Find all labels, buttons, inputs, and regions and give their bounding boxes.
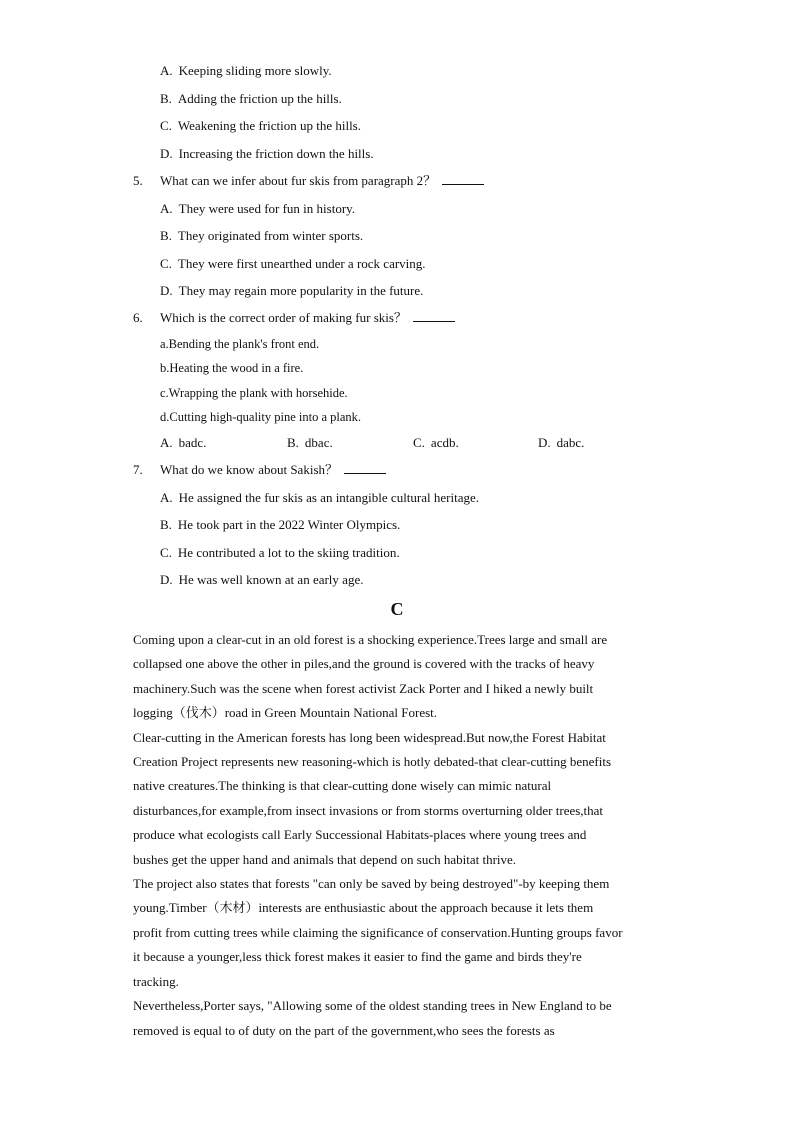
option-letter: A. xyxy=(160,490,173,505)
option-text: Increasing the friction down the hills. xyxy=(178,146,374,161)
option-text: acdb. xyxy=(430,435,459,450)
q7-option-a[interactable] xyxy=(160,490,479,506)
passage-line: The project also states that forests "can only be saved by being destroyed"-by keeping them xyxy=(133,876,610,892)
passage-line: it because a younger,less thick forest makes it easier to find the game and birds they're xyxy=(133,949,582,965)
option-text: Adding the friction up the hills. xyxy=(177,91,342,106)
option-letter: C. xyxy=(160,256,172,271)
q6-step-c: c.Wrapping the plank with horsehide. xyxy=(160,386,348,400)
q6-option-b[interactable] xyxy=(287,435,333,451)
option-letter: D. xyxy=(538,435,551,450)
option-text: They were used for fun in history. xyxy=(178,201,356,216)
option-text: Keeping sliding more slowly. xyxy=(178,63,332,78)
q6-step-a: a.Bending the plank's front end. xyxy=(160,337,320,351)
q6-number: 6. xyxy=(133,310,143,325)
passage-line: produce what ecologists call Early Successional Habitats-places where young trees and xyxy=(133,827,587,843)
answer-blank[interactable] xyxy=(413,311,455,322)
passage-line: Coming upon a clear-cut in an old forest is a shocking experience.Trees large and small are xyxy=(133,632,608,647)
option-letter: C. xyxy=(160,545,172,560)
passage-line: Clear-cutting in the American forests has long been widespread.But now,the Forest Habitat xyxy=(133,729,606,745)
passage xyxy=(133,628,673,1043)
section-title: C xyxy=(390,599,404,619)
option-letter: B. xyxy=(160,517,172,532)
question-text: Which is the correct order of making fur skis？ xyxy=(160,310,407,325)
option-letter: A. xyxy=(160,63,173,78)
q5-option-c[interactable] xyxy=(160,256,426,272)
q7-number: 7. xyxy=(133,462,143,477)
q6-step-b: b.Heating the wood in a fire. xyxy=(160,361,304,375)
passage-line: Nevertheless,Porter says, "Allowing some of the oldest standing trees in New England to be xyxy=(133,998,612,1014)
answer-blank[interactable] xyxy=(344,463,386,474)
passage-line: tracking. xyxy=(133,973,179,989)
passage-line: collapsed one above the other in piles,and the ground is covered with the tracks of heavy xyxy=(133,656,595,672)
option-text: dabc. xyxy=(556,435,585,450)
passage-line: disturbances,for example,from insect invasions or from storms overturning older trees,that xyxy=(133,802,604,818)
option-text: badc. xyxy=(178,435,207,450)
passage-line: removed is equal to of duty on the part of the government,who sees the forests as xyxy=(133,1022,555,1038)
q5-number: 5. xyxy=(133,173,143,188)
option-letter: B. xyxy=(160,91,172,106)
answer-blank[interactable] xyxy=(442,174,484,185)
option-letter: A. xyxy=(160,201,173,216)
passage-line: native creatures.The thinking is that clear-cutting done wisely can mimic natural xyxy=(133,778,552,794)
option-text: He assigned the fur skis as an intangible cultural heritage. xyxy=(178,490,479,505)
q4-option-a[interactable] xyxy=(160,63,332,79)
q7-question xyxy=(160,462,386,478)
q4-option-c[interactable] xyxy=(160,118,361,134)
q5-option-a[interactable] xyxy=(160,201,355,217)
passage-line: bushes get the upper hand and animals that depend on such habitat thrive. xyxy=(133,851,517,867)
question-text: What do we know about Sakish？ xyxy=(160,462,339,477)
passage-line: Creation Project represents new reasoning-which is hotly debated-that clear-cutting benefits xyxy=(133,754,612,770)
q5-option-b[interactable] xyxy=(160,228,363,244)
q6-option-c[interactable] xyxy=(413,435,459,451)
option-text: He was well known at an early age. xyxy=(178,572,364,587)
passage-line: logging（伐木）road in Green Mountain National Forest. xyxy=(133,705,438,721)
option-text: Weakening the friction up the hills. xyxy=(177,118,361,133)
option-text: They originated from winter sports. xyxy=(177,228,364,243)
option-letter: D. xyxy=(160,572,173,587)
option-letter: B. xyxy=(287,435,299,450)
passage-line: profit from cutting trees while claiming the significance of conservation.Hunting groups favor xyxy=(133,924,623,940)
option-text: dbac. xyxy=(304,435,333,450)
q5-question xyxy=(160,173,484,189)
q6-question xyxy=(160,310,455,326)
option-letter: A. xyxy=(160,435,173,450)
q7-option-b[interactable] xyxy=(160,517,400,533)
passage-line: machinery.Such was the scene when forest activist Zack Porter and I hiked a newly built xyxy=(133,680,594,696)
q6-step-d: d.Cutting high-quality pine into a plank. xyxy=(160,410,362,424)
option-text: He contributed a lot to the skiing tradition. xyxy=(177,545,400,560)
q7-option-c[interactable] xyxy=(160,545,400,561)
question-text: What can we infer about fur skis from paragraph 2？ xyxy=(160,173,437,188)
option-letter: D. xyxy=(160,283,173,298)
option-text: They may regain more popularity in the future. xyxy=(178,283,424,298)
q5-option-d[interactable] xyxy=(160,283,423,299)
option-letter: C. xyxy=(160,118,172,133)
option-text: They were first unearthed under a rock carving. xyxy=(177,256,426,271)
option-letter: B. xyxy=(160,228,172,243)
option-letter: C. xyxy=(413,435,425,450)
option-letter: D. xyxy=(160,146,173,161)
q4-option-d[interactable] xyxy=(160,146,374,162)
option-text: He took part in the 2022 Winter Olympics. xyxy=(177,517,401,532)
passage-line: young.Timber（木材）interests are enthusiastic about the approach because it lets them xyxy=(133,900,594,916)
q7-option-d[interactable] xyxy=(160,572,363,588)
q4-option-b[interactable] xyxy=(160,91,342,107)
q6-option-d[interactable] xyxy=(538,435,584,451)
q6-option-a[interactable] xyxy=(160,435,206,451)
